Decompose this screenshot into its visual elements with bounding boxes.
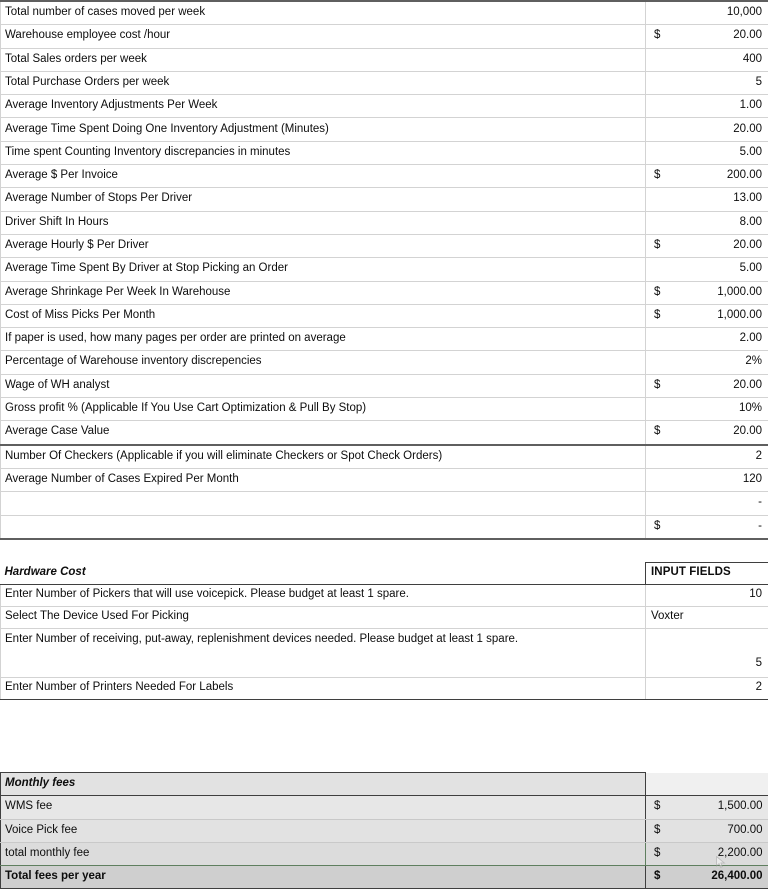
table-row xyxy=(1,374,768,397)
hardware-row-printers xyxy=(1,678,768,700)
input-value: 20.00 xyxy=(733,122,762,135)
input-label-cell xyxy=(1,445,646,469)
input-value: 2.00 xyxy=(739,332,762,345)
fees-value-cell[interactable] xyxy=(686,819,768,842)
currency-cell xyxy=(646,141,686,164)
currency-symbol xyxy=(646,407,686,412)
table-row xyxy=(1,141,768,164)
fees-header-currency-cell xyxy=(646,773,686,796)
currency-symbol: $ xyxy=(654,378,661,391)
input-label-cell xyxy=(1,374,646,397)
hardware-table-body xyxy=(1,563,768,700)
hardware-row-receiving-devices xyxy=(1,629,768,678)
input-label: Number Of Checkers (Applicable if you will eliminate Checkers or Spot Check Orders) xyxy=(5,449,443,462)
input-value-cell[interactable] xyxy=(686,515,768,539)
table-row xyxy=(1,492,768,515)
input-label-cell xyxy=(1,234,646,257)
fees-row-total-monthly xyxy=(1,842,768,865)
input-fields-header-cell xyxy=(646,563,768,585)
input-value: 13.00 xyxy=(733,192,762,205)
fees-value: 700.00 xyxy=(727,823,763,836)
input-value-cell[interactable] xyxy=(686,468,768,491)
currency-symbol: $ xyxy=(654,800,661,813)
input-value: 400 xyxy=(742,52,762,65)
input-label-cell xyxy=(1,118,646,141)
table-row xyxy=(1,165,768,188)
fees-label: Total fees per year xyxy=(5,870,106,883)
input-value: 10,000 xyxy=(726,6,762,19)
input-label: Average Time Spent Doing One Inventory Adjustment (Minutes) xyxy=(5,122,329,135)
fees-row-wms xyxy=(1,796,768,819)
currency-symbol xyxy=(646,127,686,132)
input-label: Driver Shift In Hours xyxy=(5,215,109,228)
hardware-device-cell[interactable] xyxy=(646,607,768,629)
fees-currency-cell xyxy=(646,796,686,819)
currency-cell xyxy=(646,374,686,397)
currency-cell xyxy=(646,445,686,469)
input-value: - xyxy=(758,496,762,509)
fees-currency-cell xyxy=(646,819,686,842)
input-label: Total Sales orders per week xyxy=(5,52,147,65)
fees-label: total monthly fee xyxy=(5,846,90,859)
input-label: Average Hourly $ Per Driver xyxy=(5,239,149,251)
input-label xyxy=(1,524,645,529)
currency-cell xyxy=(646,492,686,515)
fees-label-cell xyxy=(1,796,646,819)
currency-cell xyxy=(646,304,686,327)
selected-cell[interactable] xyxy=(686,842,768,865)
fees-title: Monthly fees xyxy=(5,777,76,790)
input-value-cell[interactable] xyxy=(686,188,768,211)
currency-cell xyxy=(646,118,686,141)
currency-cell xyxy=(646,71,686,94)
currency-symbol: $ xyxy=(654,239,661,251)
table-row xyxy=(1,281,768,304)
currency-cell xyxy=(646,421,686,445)
input-label-cell xyxy=(1,304,646,327)
input-value-cell[interactable] xyxy=(686,492,768,515)
hardware-label: Enter Number of Pickers that will use voicepick. Please budget at least 1 spare. xyxy=(5,588,409,601)
input-value-cell[interactable] xyxy=(686,281,768,304)
input-value-cell[interactable] xyxy=(686,445,768,469)
hardware-value: 10 xyxy=(749,588,762,601)
hardware-value: 2 xyxy=(755,681,762,694)
input-label-cell xyxy=(1,468,646,491)
input-value-cell[interactable] xyxy=(686,95,768,118)
currency-cell xyxy=(646,25,686,48)
table-row xyxy=(1,1,768,25)
input-label xyxy=(1,501,645,506)
input-label-cell xyxy=(1,48,646,71)
input-value-cell[interactable] xyxy=(686,374,768,397)
table-row xyxy=(1,48,768,71)
currency-symbol xyxy=(646,11,686,16)
input-label-cell xyxy=(1,25,646,48)
currency-cell xyxy=(646,1,686,25)
input-label: Average Number of Stops Per Driver xyxy=(5,192,193,205)
currency-cell xyxy=(646,234,686,257)
input-value: 200.00 xyxy=(726,169,762,182)
input-label: Wage of WH analyst xyxy=(5,378,110,391)
hardware-label-cell xyxy=(1,607,646,629)
input-label: Average Time Spent By Driver at Stop Picking an Order xyxy=(5,262,288,275)
input-value-cell[interactable] xyxy=(686,351,768,374)
table-row xyxy=(1,258,768,281)
input-label: Time spent Counting Inventory discrepancies in minutes xyxy=(5,145,291,158)
input-label: If paper is used, how many pages per order are printed on average xyxy=(5,332,346,345)
currency-symbol xyxy=(646,478,686,483)
fees-value-cell[interactable] xyxy=(686,796,768,819)
currency-cell xyxy=(646,258,686,281)
hardware-label: Enter Number of receiving, put-away, replenishment devices needed. Please budget at least 1 spare. xyxy=(5,633,519,645)
input-label-cell xyxy=(1,211,646,234)
currency-symbol xyxy=(646,104,686,109)
input-value-cell[interactable] xyxy=(686,234,768,257)
fees-table-body xyxy=(1,773,768,889)
table-row xyxy=(1,118,768,141)
input-label-cell xyxy=(1,1,646,25)
input-value-cell[interactable] xyxy=(686,304,768,327)
input-value: 8.00 xyxy=(739,215,762,228)
table-row xyxy=(1,304,768,327)
input-value-cell[interactable] xyxy=(686,421,768,445)
fees-header-value-cell xyxy=(686,773,768,796)
currency-cell xyxy=(646,211,686,234)
hardware-value-cell[interactable] xyxy=(646,678,768,700)
input-label: Average Case Value xyxy=(5,425,110,438)
currency-symbol xyxy=(646,360,686,365)
input-fields-header: INPUT FIELDS xyxy=(651,566,731,579)
hardware-row-pickers xyxy=(1,585,768,607)
currency-symbol: $ xyxy=(654,285,661,298)
table-row xyxy=(1,328,768,351)
monthly-fees-table xyxy=(0,772,768,889)
input-value-cell[interactable] xyxy=(686,48,768,71)
input-value-cell[interactable] xyxy=(686,328,768,351)
fees-currency-cell xyxy=(646,842,686,865)
currency-cell xyxy=(646,515,686,539)
input-value: 2 xyxy=(755,449,762,462)
table-row xyxy=(1,71,768,94)
input-value-cell[interactable] xyxy=(686,118,768,141)
input-label: Average Inventory Adjustments Per Week xyxy=(5,99,218,112)
currency-symbol: $ xyxy=(654,29,661,42)
input-label: Cost of Miss Picks Per Month xyxy=(5,308,156,321)
fees-value-cell[interactable] xyxy=(686,866,768,889)
input-label: Average Number of Cases Expired Per Month xyxy=(5,472,239,485)
hardware-label: Select The Device Used For Picking xyxy=(5,610,189,623)
table-row xyxy=(1,95,768,118)
hardware-value-cell[interactable] xyxy=(646,585,768,607)
hardware-cost-table xyxy=(0,562,768,700)
input-value-cell[interactable] xyxy=(686,1,768,25)
table-row xyxy=(1,25,768,48)
fees-row-voice-pick xyxy=(1,819,768,842)
table-row xyxy=(1,398,768,421)
currency-symbol: $ xyxy=(654,846,661,859)
currency-cell xyxy=(646,351,686,374)
input-label-cell xyxy=(1,421,646,445)
input-label: Gross profit % (Applicable If You Use Cart Optimization & Pull By Stop) xyxy=(5,402,367,415)
fees-header-row xyxy=(1,773,768,796)
table-row xyxy=(1,188,768,211)
fees-currency-cell xyxy=(646,866,686,889)
hardware-title: Hardware Cost xyxy=(4,566,86,579)
currency-symbol xyxy=(646,220,686,225)
input-label: Total number of cases moved per week xyxy=(5,6,206,19)
input-label: Warehouse employee cost /hour xyxy=(5,29,171,42)
input-label-cell xyxy=(1,188,646,211)
input-value: 20.00 xyxy=(733,378,762,391)
input-value: 10% xyxy=(738,402,762,415)
input-value-cell[interactable] xyxy=(686,25,768,48)
table-row xyxy=(1,445,768,469)
currency-symbol xyxy=(646,150,686,155)
currency-symbol xyxy=(646,501,686,506)
currency-cell xyxy=(646,468,686,491)
inputs-table-body xyxy=(1,1,768,539)
input-label-cell xyxy=(1,492,646,515)
currency-symbol xyxy=(646,267,686,272)
input-label-cell xyxy=(1,258,646,281)
hardware-title-cell xyxy=(1,563,646,585)
input-label-cell xyxy=(1,95,646,118)
input-value: 120 xyxy=(742,472,762,485)
input-value: 1.00 xyxy=(739,99,762,112)
input-value-cell[interactable] xyxy=(686,398,768,421)
input-value-cell[interactable] xyxy=(686,165,768,188)
input-label-cell xyxy=(1,165,646,188)
currency-symbol: $ xyxy=(654,308,661,321)
currency-symbol xyxy=(646,57,686,62)
hardware-label-cell xyxy=(1,629,646,678)
input-label-cell xyxy=(1,515,646,539)
fees-row-total-yearly xyxy=(1,866,768,889)
input-value: 1,000.00 xyxy=(717,285,762,298)
currency-symbol: $ xyxy=(654,519,661,532)
currency-symbol xyxy=(646,337,686,342)
fees-label-cell xyxy=(1,866,646,889)
currency-symbol xyxy=(646,197,686,202)
input-value: 1,000.00 xyxy=(717,308,762,321)
hardware-value-cell[interactable] xyxy=(646,629,768,678)
input-value: 5 xyxy=(755,75,762,88)
currency-cell xyxy=(646,328,686,351)
currency-symbol xyxy=(646,81,686,86)
input-label-cell xyxy=(1,281,646,304)
input-label-cell xyxy=(1,328,646,351)
hardware-device-value: Voxter xyxy=(651,610,684,623)
fees-label-cell xyxy=(1,819,646,842)
currency-cell xyxy=(646,188,686,211)
input-label: Percentage of Warehouse inventory discrepencies xyxy=(5,355,262,368)
fees-label-cell xyxy=(1,842,646,865)
input-value-cell[interactable] xyxy=(686,211,768,234)
input-value-cell[interactable] xyxy=(686,71,768,94)
input-value-cell[interactable] xyxy=(686,258,768,281)
fees-label: Voice Pick fee xyxy=(5,823,78,836)
fees-title-cell xyxy=(1,773,646,796)
input-label: Average Shrinkage Per Week In Warehouse xyxy=(5,285,231,298)
table-row xyxy=(1,351,768,374)
hardware-label-cell xyxy=(1,678,646,700)
hardware-header-row xyxy=(1,563,768,585)
currency-cell xyxy=(646,398,686,421)
input-label-cell xyxy=(1,398,646,421)
input-value: - xyxy=(758,519,762,532)
currency-symbol: $ xyxy=(654,823,661,836)
input-value: 2% xyxy=(745,355,762,368)
currency-cell xyxy=(646,48,686,71)
input-label-cell xyxy=(1,351,646,374)
input-label: Total Purchase Orders per week xyxy=(5,75,170,88)
table-row xyxy=(1,421,768,445)
currency-symbol xyxy=(646,454,686,459)
hardware-label: Enter Number of Printers Needed For Labels xyxy=(5,681,234,694)
hardware-row-device xyxy=(1,607,768,629)
input-value: 5.00 xyxy=(739,262,762,275)
input-label-cell xyxy=(1,141,646,164)
table-row xyxy=(1,234,768,257)
currency-cell xyxy=(646,95,686,118)
input-value: 20.00 xyxy=(733,425,762,438)
input-value-cell[interactable] xyxy=(686,141,768,164)
table-row xyxy=(1,468,768,491)
input-value: 5.00 xyxy=(739,145,762,158)
input-value: 20.00 xyxy=(733,29,762,42)
fees-value: 26,400.00 xyxy=(711,870,763,883)
hardware-label-cell xyxy=(1,585,646,607)
currency-symbol: $ xyxy=(654,870,661,883)
currency-cell xyxy=(646,165,686,188)
table-row xyxy=(1,211,768,234)
input-value: 20.00 xyxy=(733,239,762,251)
input-label-cell xyxy=(1,71,646,94)
table-row xyxy=(1,515,768,539)
fees-value: 1,500.00 xyxy=(717,800,763,813)
currency-cell xyxy=(646,281,686,304)
currency-symbol: $ xyxy=(654,169,661,182)
fees-label: WMS fee xyxy=(5,800,53,813)
input-label: Average $ Per Invoice xyxy=(5,169,118,182)
fees-value: 2,200.00 xyxy=(717,846,763,859)
currency-symbol: $ xyxy=(654,425,661,438)
hardware-value: 5 xyxy=(755,656,762,669)
